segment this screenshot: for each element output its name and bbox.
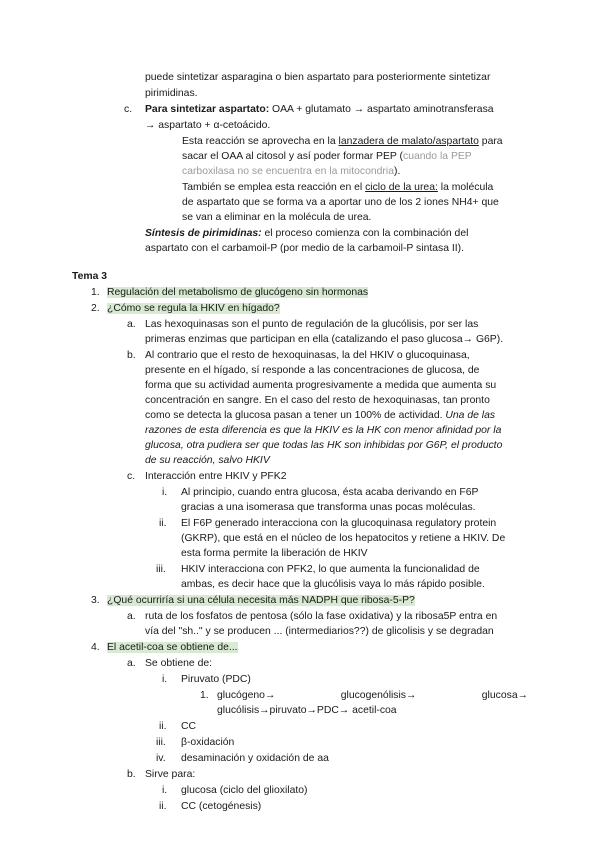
paragraph-line: aspartato con el carbamoil-P (por medio de la carbamoil-P sintasa II). (145, 243, 464, 254)
paragraph-line: gracias a una isomerasa que transforma unas pocas moléculas. (181, 502, 476, 513)
list-marker: i. (162, 785, 168, 796)
paragraph-line: de su reacción, salvo HKIV (145, 455, 270, 466)
list-marker: ii. (159, 518, 167, 529)
list-marker: c. (127, 471, 136, 482)
paragraph-line: Esta reacción se aprovecha en la lanzadera de malato/aspartato para (182, 136, 503, 147)
lanzadera-link[interactable]: lanzadera de malato/aspartato (338, 136, 479, 147)
list-marker: a. (127, 658, 136, 669)
paragraph-line: forma que su actividad aumenta progresivamente a medida que aumenta su (145, 380, 497, 391)
list-marker: c. (124, 104, 133, 115)
list-item: CC (181, 721, 197, 732)
paragraph-line: de aspartato que se forma va a aportar uno de los 2 iones NH4+ que (182, 197, 499, 208)
suggestion-text: carboxilasa no se encuentra en la mitocondria (182, 166, 394, 177)
list-item: Se obtiene de: (145, 658, 213, 669)
question-3: ¿Qué ocurriría si una célula necesita más NADPH que ribosa-5-P? (107, 595, 415, 606)
list-item: CC (cetogénesis) (181, 801, 262, 812)
paragraph-line: HKIV interacciona con PFK2, lo que aumenta la funcionalidad de (181, 564, 480, 575)
question-1: Regulación del metabolismo de glucógeno sin hormonas (107, 287, 369, 298)
list-marker: i. (162, 487, 168, 498)
list-item: glucosa (ciclo del glioxilato) (181, 785, 308, 796)
paragraph-line: Las hexoquinasas son el punto de regulación de la glucólisis, por ser las (145, 319, 479, 330)
list-item: Piruvato (PDC) (181, 674, 251, 685)
paragraph-line: primeras enzimas que participan en ella (catalizando el paso glucosa→ G6P). (145, 334, 504, 345)
paragraph-line: Al contrario que el resto de hexoquinasas, la del HKIV o glucoquinasa, (145, 350, 470, 361)
paragraph-line: También se emplea esta reacción en el ciclo de la urea: la molécula (182, 182, 494, 193)
paragraph-line: sacar el OAA al citosol y así poder formar PEP (cuando la PEP (182, 151, 472, 162)
paragraph-line: ambas, es decir hace que la glucólisis vaya lo más rápido posible. (181, 579, 485, 590)
list-marker: 1. (91, 287, 100, 298)
ciclo-urea-link[interactable]: ciclo de la urea: (365, 182, 438, 193)
paragraph-line: Al principio, cuando entra glucosa, ésta acaba derivando en F6P (181, 487, 479, 498)
paragraph-line: como se detecta la glucosa pasan a tener un 100% de actividad. Una de las (145, 410, 496, 421)
paragraph-line: glucólisis→piruvato→PDC→ acetil-coa (217, 705, 397, 716)
list-marker: iii. (156, 564, 166, 575)
paragraph-line: (GKRP), que está en el núcleo de los hepatocitos y retiene a HKIV. De (181, 533, 506, 544)
list-marker: 2. (91, 303, 100, 314)
paragraph-line: concentración en sangre. En el caso del resto de hexoquinasas, tan pronto (145, 395, 490, 406)
paragraph-line: esta forma permite la liberación de HKIV (181, 548, 368, 559)
list-marker: iv. (156, 753, 166, 764)
paragraph-line: vía del "sh.." y se producen ... (intermediarios??) de glicolisis y se degradan (145, 626, 494, 637)
list-item: Interacción entre HKIV y PFK2 (145, 471, 287, 482)
paragraph-line: → aspartato + α-cetoácido. (145, 120, 271, 131)
list-marker: ii. (159, 801, 167, 812)
list-marker: b. (127, 769, 136, 780)
section-title: Tema 3 (72, 271, 108, 282)
paragraph-line: glucosa, otra pudiera ser que todas las HK son inhibidas por G6P, el producto (145, 440, 503, 451)
paragraph-line: glucógeno→ glucogenólisis→ glucosa→ (217, 690, 528, 701)
list-item-aspartato: Para sintetizar aspartato: OAA + glutamato → aspartato aminotransferasa (145, 104, 494, 115)
list-marker: 3. (91, 595, 100, 606)
list-marker: iii. (156, 737, 166, 748)
paragraph-line: presente en el hígado, sí responde a las concentraciones de glucosa, de (145, 365, 480, 376)
paragraph-line: razones de esta diferencia es que la HKIV es la HK con menor afinidad por la (145, 425, 502, 436)
list-item: desaminación y oxidación de aa (181, 753, 329, 764)
list-marker: 4. (91, 642, 100, 653)
list-marker: a. (127, 319, 136, 330)
list-item: β-oxidación (181, 737, 235, 748)
paragraph-line: El F6P generado interacciona con la glucoquinasa regulatory protein (181, 518, 497, 529)
question-2: ¿Cómo se regula la HKIV en hígado? (107, 303, 280, 314)
question-4: El acetil-coa se obtiene de... (107, 642, 238, 653)
list-marker: a. (127, 611, 136, 622)
paragraph-line: pirimidinas. (145, 88, 198, 99)
suggestion-text: cuando la PEP (403, 151, 472, 162)
paragraph-line: Síntesis de pirimidinas: el proceso comienza con la combinación del (145, 228, 469, 239)
paragraph-line: ruta de los fosfatos de pentosa (sólo la fase oxidativa) y la ribosa5P entra en (145, 611, 498, 622)
list-marker: ii. (159, 721, 167, 732)
list-item: Sirve para: (145, 769, 196, 780)
paragraph-line: puede sintetizar asparagina o bien aspartato para posteriormente sintetizar (145, 72, 491, 83)
list-marker: 1. (200, 690, 209, 701)
paragraph-line: se van a eliminar en la molécula de urea. (182, 212, 372, 223)
list-marker: b. (127, 350, 136, 361)
list-marker: i. (162, 674, 168, 685)
paragraph-line: carboxilasa no se encuentra en la mitocondria). (182, 166, 401, 177)
